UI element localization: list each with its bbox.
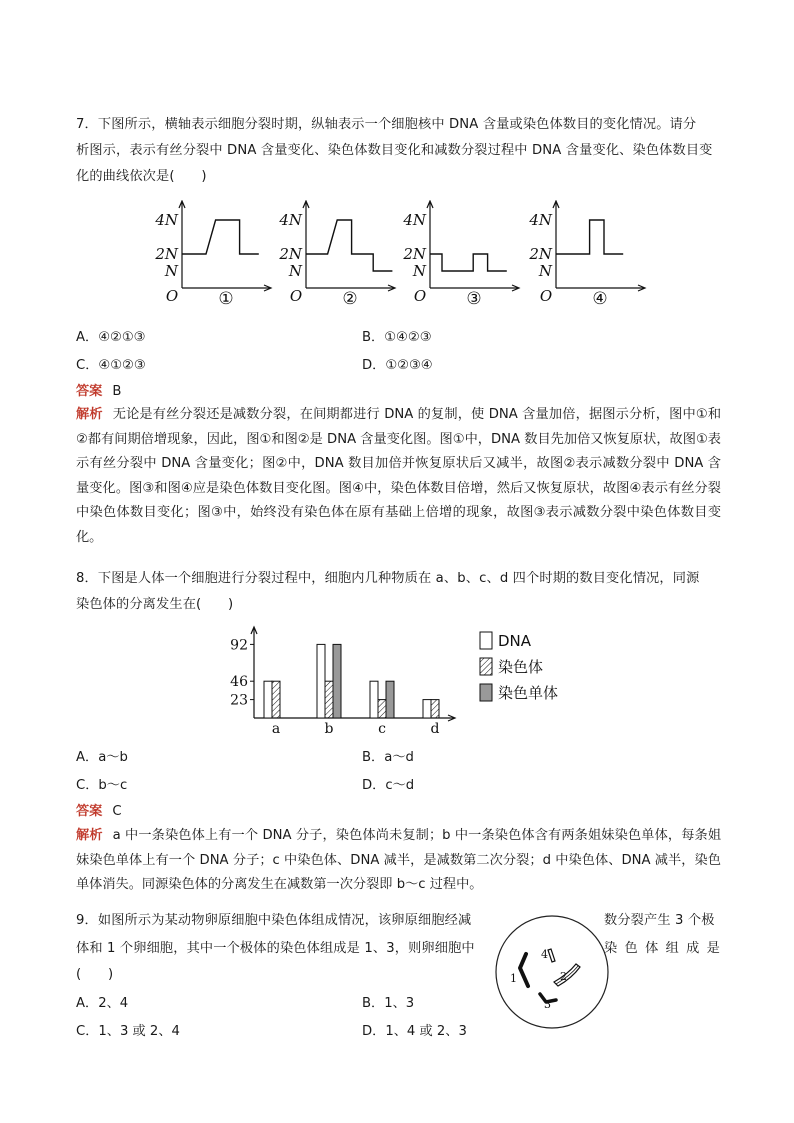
q7-option-c: C．④①②③ (76, 358, 146, 373)
q8-option-c: C．b～c (76, 778, 128, 793)
q8-bar-d-1 (431, 700, 439, 718)
q8-option-a: A．a～b (76, 750, 128, 765)
q7-graph-4-curve (556, 220, 623, 254)
q7-step-graphs (0, 200, 794, 320)
q8-bar-c-2 (386, 681, 394, 718)
q8-category-b: b (324, 721, 334, 737)
q8-category-a: a (271, 721, 281, 737)
y-label-two_n: 2N (529, 245, 552, 263)
q7-option-b: B．①④②③ (362, 330, 432, 345)
origin-label: O (539, 287, 553, 305)
y-label-two_n: 2N (155, 245, 178, 263)
q7-stem-line-2: 析图示，表示有丝分裂中 DNA 含量变化、染色体数目变化和减数分裂过程中 DNA 含量变化、染色体数目变 (76, 143, 713, 158)
q9-stem-line-3: ( ) (76, 967, 114, 982)
q8-bar-a-0 (264, 681, 272, 718)
q7-graph-3-label: ③ (466, 289, 482, 309)
q8-answer-label: 答案 (76, 804, 103, 819)
q7-graph-1-label: ① (218, 289, 234, 309)
q8-category-d: d (430, 721, 440, 737)
q9-option-b: B．1、3 (362, 996, 415, 1011)
q9-stem-line-1-left: 9．如图所示为某动物卵原细胞中染色体组成情况，该卵原细胞经减 (76, 913, 472, 928)
q9-option-a: A．2、4 (76, 996, 129, 1011)
q7-answer (76, 380, 121, 399)
q9-stem-line-2-left: 体和 1 个卵细胞，其中一个极体的染色体组成是 1、3，则卵细胞中 (76, 941, 475, 956)
q7-stem-line-3: 化的曲线依次是( ) (76, 169, 207, 184)
y-label-n: N (164, 262, 178, 280)
q8-stem-line-2: 染色体的分离发生在( ) (76, 597, 234, 612)
q8-bar-b-1 (325, 681, 333, 718)
q8-explain-text: a 中一条染色体上有一个 DNA 分子，染色体尚未复制；b 中一条染色体含有两条姐妹染色单体，每条姐妹染色单体上有一个 DNA 分子；c 中染色体、DNA 减半，是减数第二次分裂；d 中染色体、DNA 减半，染色单体消失。同源染色体的分离发生在减数第一次分裂即 b～c 过程中。 (76, 828, 722, 893)
q7-answer-value: B (112, 384, 122, 399)
q7-option-a: A．④②①③ (76, 330, 146, 345)
q8-ytick-label-23: 23 (230, 692, 248, 709)
y-label-four_n: 4N (403, 211, 426, 229)
q8-option-b: B．a～d (362, 750, 414, 765)
q8-bar-c-0 (370, 681, 378, 718)
q9-stem-line-2-right: 染 色 体 组 成 是 (604, 941, 720, 956)
q8-legend-swatch-2 (480, 684, 492, 701)
chromosome-1 (520, 954, 528, 986)
q7-option-d: D．①②③④ (362, 358, 433, 373)
q7-explanation (76, 403, 721, 551)
q8-answer (76, 800, 122, 819)
y-label-n: N (412, 262, 426, 280)
q8-ytick-label-46: 46 (230, 674, 248, 691)
y-label-n: N (538, 262, 552, 280)
q9-option-c: C．1、3 或 2、4 (76, 1024, 180, 1039)
q7-graph-2 (278, 201, 395, 309)
q8-legend-swatch-0 (480, 632, 492, 649)
q8-legend-label-0: DNA (498, 632, 532, 650)
q7-graph-2-label: ② (342, 289, 358, 309)
q7-graph-1-curve (182, 220, 259, 254)
q7-explain-label: 解析 (76, 407, 103, 422)
q7-graph-4 (528, 201, 645, 309)
q7-graph-3-curve (430, 254, 507, 271)
q9-stem-line-1-right: 数分裂产生 3 个极 (604, 913, 715, 928)
q7-answer-label: 答案 (76, 384, 103, 399)
chromosome-label-1: 1 (510, 972, 517, 985)
y-label-four_n: 4N (529, 211, 552, 229)
origin-label: O (413, 287, 427, 305)
q8-bar-chart (220, 622, 580, 742)
chromosome-label-3: 3 (544, 998, 551, 1011)
origin-label: O (165, 287, 179, 305)
q7-stem-line-1: 7．下图所示，横轴表示细胞分裂时期，纵轴表示一个细胞核中 DNA 含量或染色体数目的变化情况。请分 (76, 117, 697, 132)
y-label-two_n: 2N (279, 245, 302, 263)
q8-ytick-label-92: 92 (230, 637, 248, 654)
q7-graph-4-label: ④ (592, 289, 608, 309)
q8-explain-label: 解析 (76, 828, 103, 843)
y-label-two_n: 2N (403, 245, 426, 263)
chromosome-4 (548, 949, 555, 962)
q8-answer-value: C (112, 804, 122, 819)
q8-bar-a-1 (272, 681, 280, 718)
q8-bar-b-2 (333, 644, 341, 718)
y-label-four_n: 4N (279, 211, 302, 229)
q8-legend-swatch-1 (480, 658, 492, 675)
y-label-four_n: 4N (155, 211, 178, 229)
q8-bar-b-0 (317, 644, 325, 718)
y-label-n: N (288, 262, 302, 280)
q8-option-d: D．c～d (362, 778, 415, 793)
q7-graph-1 (154, 201, 271, 309)
q7-explain-text: 无论是有丝分裂还是减数分裂，在间期都进行 DNA 的复制，使 DNA 含量加倍，据图示分析，图中①和②都有间期倍增现象，因此，图①和图②是 DNA 含量变化图。图①中，DNA 数目先加倍又恢复原状，故图①表示有丝分裂中 DNA 含量变化；图②中，DNA 数目加倍并恢复原状后又减半，故图②表示减数分裂中 DNA 含量变化。图③和图④应是染色体数目变化图。图④中，染色体数目倍增，然后又恢复原状，故图④表示有丝分裂中染色体数目变化；图③中，始终没有染色体在原有基础上倍增的现象，故图③表示减数分裂中染色体数目变化。 (76, 407, 722, 545)
origin-label: O (289, 287, 303, 305)
q8-stem-line-1: 8．下图是人体一个细胞进行分裂过程中，细胞内几种物质在 a、b、c、d 四个时期的数目变化情况，同源 (76, 571, 700, 586)
q7-graph-3 (402, 201, 519, 309)
q8-explanation (76, 824, 721, 898)
q8-legend-label-1: 染色体 (498, 658, 544, 676)
q8-bar-c-1 (378, 700, 386, 718)
q9-option-d: D．1、4 或 2、3 (362, 1024, 467, 1039)
q8-category-c: c (378, 721, 386, 737)
chromosome-label-2: 2 (560, 970, 567, 983)
chromosome-label-4: 4 (541, 948, 548, 961)
q9-cell-diagram (492, 912, 612, 1032)
q8-legend-label-2: 染色单体 (498, 684, 559, 702)
q7-graph-2-curve (306, 220, 392, 271)
q8-bar-d-0 (423, 700, 431, 718)
